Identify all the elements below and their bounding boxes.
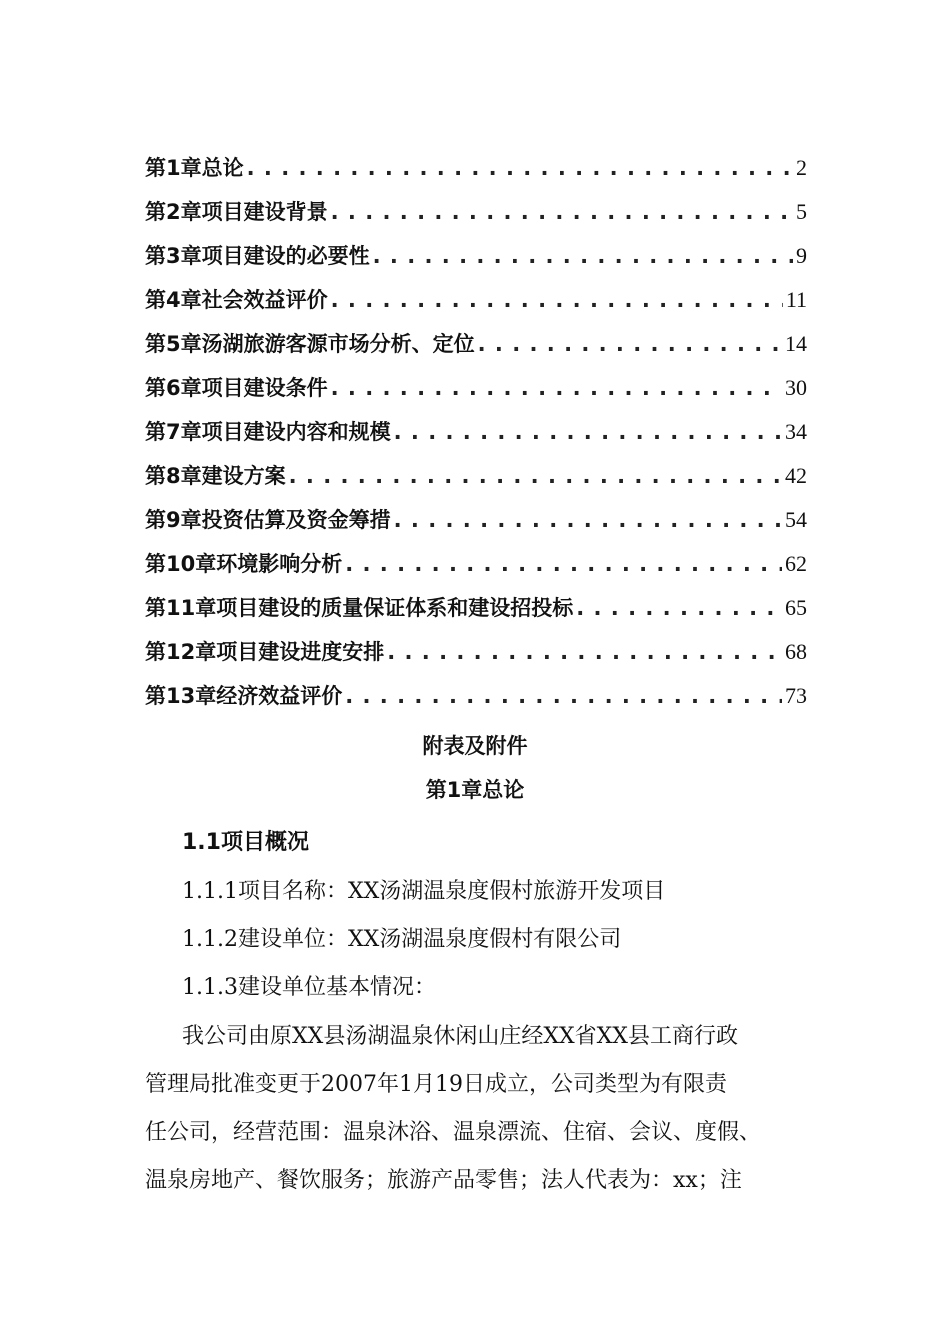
toc-entry-page: 9 bbox=[796, 243, 807, 268]
toc-entry-title: 第2章项目建设背景 bbox=[145, 200, 328, 224]
toc-entry-title: 第10章环境影响分析 bbox=[145, 552, 343, 576]
toc-dot-leader bbox=[247, 156, 793, 180]
toc-entry[interactable] bbox=[145, 284, 807, 328]
toc-entry-page: 73 bbox=[785, 683, 807, 708]
toc-dot-leader bbox=[373, 244, 793, 268]
section-heading: 1.1项目概况 bbox=[182, 830, 309, 855]
toc-entry-title: 第12章项目建设进度安排 bbox=[145, 640, 385, 664]
toc-dot-leader bbox=[576, 596, 782, 620]
toc-entry-title: 第13章经济效益评价 bbox=[145, 684, 343, 708]
toc-entry-page: 62 bbox=[785, 551, 807, 576]
toc-entry-page: 11 bbox=[785, 287, 807, 312]
toc-dot-leader bbox=[289, 464, 782, 488]
toc-entry[interactable] bbox=[145, 196, 807, 240]
toc-entry-title: 第9章投资估算及资金筹措 bbox=[145, 508, 391, 532]
toc-dot-leader bbox=[345, 684, 782, 708]
toc-entry-title: 第8章建设方案 bbox=[145, 464, 286, 488]
toc-entry-title: 第4章社会效益评价 bbox=[145, 288, 328, 312]
paragraph-line: 管理局批准变更于2007年1月19日成立，公司类型为有限责 bbox=[145, 1072, 727, 1097]
toc-entry-page: 34 bbox=[785, 419, 807, 444]
toc-entry-title: 第11章项目建设的质量保证体系和建设招投标 bbox=[145, 596, 574, 620]
paragraph-line: 我公司由原XX县汤湖温泉休闲山庄经XX省XX县工商行政 bbox=[182, 1024, 738, 1049]
toc-dot-leader bbox=[478, 332, 782, 356]
toc-entry-page: 5 bbox=[796, 199, 807, 224]
toc-entry[interactable] bbox=[145, 680, 807, 724]
project-name-line: 1.1.1项目名称：XX汤湖温泉度假村旅游开发项目 bbox=[182, 879, 666, 904]
paragraph-line: 温泉房地产、餐饮服务；旅游产品零售；法人代表为：xx；注 bbox=[145, 1168, 742, 1193]
toc-entry-title: 第1章总论 bbox=[145, 156, 244, 180]
toc-entry-page: 14 bbox=[785, 331, 807, 356]
paragraph-line: 任公司，经营范围：温泉沐浴、温泉漂流、住宿、会议、度假、 bbox=[145, 1120, 762, 1145]
builder-unit-line: 1.1.2建设单位：XX汤湖温泉度假村有限公司 bbox=[182, 927, 622, 952]
toc-entry-page: 2 bbox=[796, 155, 807, 180]
toc-entry-title: 第3章项目建设的必要性 bbox=[145, 244, 370, 268]
toc-dot-leader bbox=[394, 420, 782, 444]
builder-info-line: 1.1.3建设单位基本情况： bbox=[182, 975, 436, 1000]
toc-entry-page: 65 bbox=[785, 595, 807, 620]
toc-dot-leader bbox=[394, 508, 782, 532]
toc-entry-page: 42 bbox=[785, 463, 807, 488]
toc-entry[interactable] bbox=[145, 240, 807, 284]
toc-entry[interactable] bbox=[145, 548, 807, 592]
toc-entry-page: 68 bbox=[785, 639, 807, 664]
toc-entry-page: 30 bbox=[785, 375, 807, 400]
toc-entry[interactable] bbox=[145, 636, 807, 680]
toc-entry[interactable] bbox=[145, 372, 807, 416]
chapter-heading: 第1章总论 bbox=[425, 778, 525, 802]
toc-dot-leader bbox=[331, 376, 782, 400]
toc-entry[interactable] bbox=[145, 504, 807, 548]
toc-entry[interactable] bbox=[145, 416, 807, 460]
toc-entry-page: 54 bbox=[785, 507, 807, 532]
toc-entry-title: 第6章项目建设条件 bbox=[145, 376, 328, 400]
toc-entry[interactable] bbox=[145, 152, 807, 196]
appendix-heading: 附表及附件 bbox=[422, 734, 528, 758]
toc-dot-leader bbox=[387, 640, 782, 664]
toc-dot-leader bbox=[345, 552, 782, 576]
toc-entry[interactable] bbox=[145, 460, 807, 504]
table-of-contents bbox=[145, 152, 807, 724]
toc-entry-title: 第7章项目建设内容和规模 bbox=[145, 420, 391, 444]
toc-dot-leader bbox=[331, 288, 783, 312]
toc-entry-title: 第5章汤湖旅游客源市场分析、定位 bbox=[145, 332, 475, 356]
toc-entry[interactable] bbox=[145, 328, 807, 372]
toc-entry[interactable] bbox=[145, 592, 807, 636]
toc-dot-leader bbox=[331, 200, 793, 224]
